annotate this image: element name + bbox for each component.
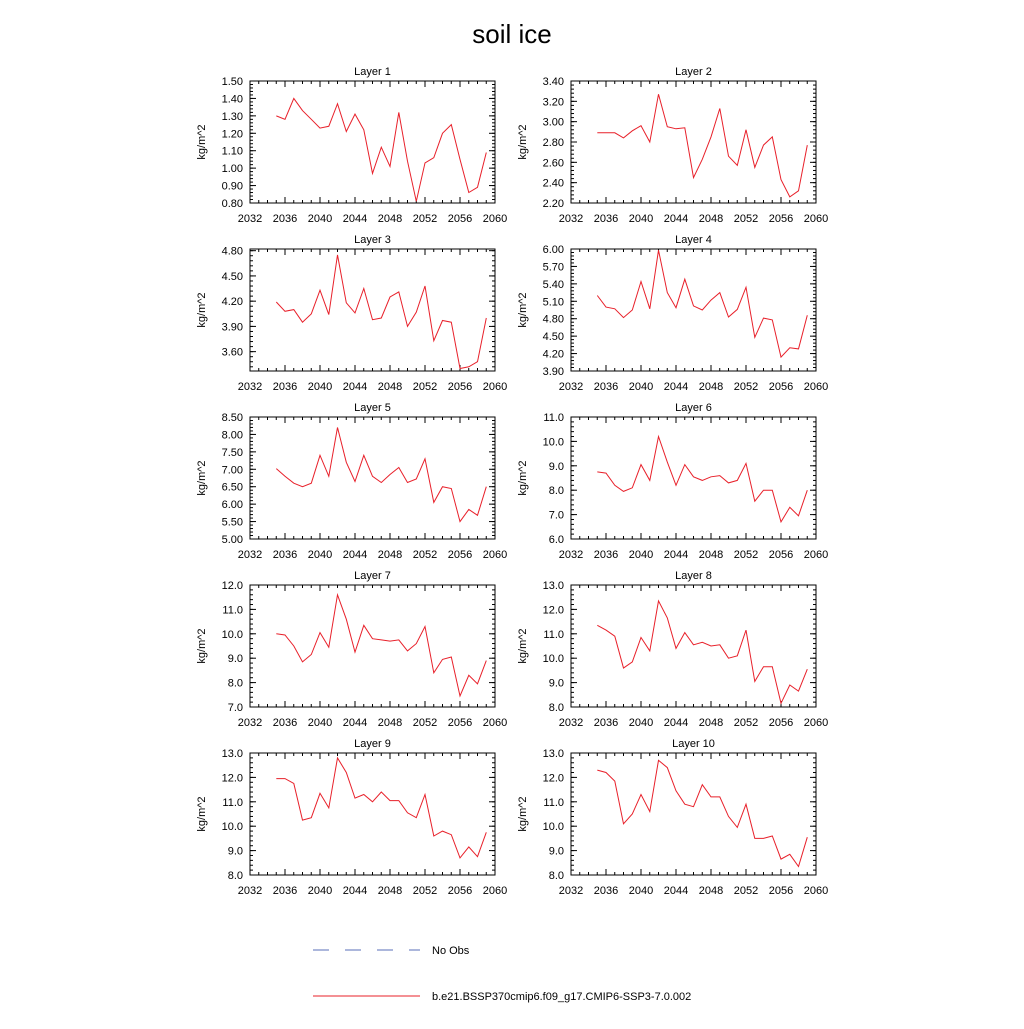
y-axis-label: kg/m^2 [517,628,529,664]
panel-layer-9 [196,738,507,897]
x-tick-label: 2052 [412,549,438,561]
x-tick-label: 2052 [412,213,438,225]
y-tick-label: 3.90 [542,366,564,378]
y-tick-label: 2.40 [542,177,564,190]
x-tick-label: 2044 [342,381,368,393]
x-tick-label: 2044 [342,213,368,225]
x-tick-label: 2048 [698,213,724,225]
y-tick-label: 3.60 [221,346,243,359]
x-tick-label: 2040 [628,549,654,561]
y-axis-label: kg/m^2 [196,796,208,832]
series-line-model [276,428,486,522]
y-tick-label: 8.0 [548,485,564,498]
x-tick-label: 2044 [663,549,689,561]
y-tick-label: 3.20 [542,96,564,109]
x-tick-label: 2048 [377,885,403,897]
y-tick-label: 10.0 [542,821,564,834]
x-tick-label: 2048 [377,213,403,225]
y-tick-label: 2.20 [542,198,564,210]
y-tick-label: 12.0 [221,772,243,785]
plot-frame [571,417,816,539]
x-tick-label: 2036 [272,885,298,897]
plot-frame [571,753,816,875]
x-tick-label: 2060 [803,885,829,897]
panel-title: Layer 1 [354,66,391,78]
x-tick-label: 2056 [447,213,473,225]
y-tick-label: 4.80 [221,245,243,258]
y-tick-label: 4.50 [542,331,564,344]
legend [313,945,691,1003]
x-tick-label: 2040 [628,213,654,225]
x-tick-label: 2040 [307,717,333,729]
x-tick-label: 2060 [803,381,829,393]
y-tick-label: 8.50 [221,412,243,424]
x-tick-label: 2056 [768,213,794,225]
panel-layer-3 [196,234,507,393]
x-tick-label: 2032 [558,885,584,897]
x-tick-label: 2056 [447,885,473,897]
y-tick-label: 3.90 [221,321,243,334]
legend-no-obs-label: No Obs [432,945,470,957]
y-tick-label: 5.70 [542,261,564,274]
y-tick-label: 0.90 [221,180,243,193]
x-tick-label: 2032 [237,885,263,897]
x-tick-label: 2056 [768,549,794,561]
x-tick-label: 2060 [803,717,829,729]
y-tick-label: 8.0 [227,677,243,690]
y-tick-label: 1.00 [221,163,243,176]
y-tick-label: 8.0 [227,870,243,882]
x-tick-label: 2052 [733,381,759,393]
panel-title: Layer 3 [354,234,391,246]
y-axis-label: kg/m^2 [196,124,208,160]
y-tick-label: 7.0 [548,509,564,522]
panel-title: Layer 6 [675,402,712,414]
y-tick-label: 1.30 [221,110,243,123]
panel-title: Layer 10 [672,738,715,750]
y-axis-label: kg/m^2 [517,124,529,160]
panel-layer-7 [196,570,507,729]
y-tick-label: 11.0 [222,604,243,617]
x-tick-label: 2040 [307,213,333,225]
x-tick-label: 2048 [698,885,724,897]
series-line-model [276,255,486,369]
panel-title: Layer 5 [354,402,391,414]
series-line-model [597,250,807,357]
x-tick-label: 2056 [447,381,473,393]
series-line-model [597,437,807,522]
y-tick-label: 0.80 [221,198,243,210]
x-tick-label: 2056 [768,885,794,897]
x-tick-label: 2036 [593,213,619,225]
y-tick-label: 12.0 [542,604,564,617]
panel-title: Layer 7 [354,570,391,582]
y-tick-label: 1.50 [221,76,243,88]
x-tick-label: 2036 [593,549,619,561]
x-tick-label: 2060 [482,717,508,729]
y-tick-label: 12.0 [542,772,564,785]
y-tick-label: 7.0 [227,702,243,714]
y-tick-label: 10.0 [542,436,564,449]
series-line-model [276,98,486,201]
panel-title: Layer 4 [675,234,712,246]
y-tick-label: 8.0 [548,702,564,714]
x-tick-label: 2048 [698,381,724,393]
series-line-model [276,758,486,858]
x-tick-label: 2036 [272,381,298,393]
x-tick-label: 2048 [698,549,724,561]
y-tick-label: 4.80 [542,313,564,326]
x-tick-label: 2056 [447,717,473,729]
x-tick-label: 2052 [733,885,759,897]
y-tick-label: 5.50 [221,516,243,529]
panel-layer-5 [196,402,507,561]
x-tick-label: 2052 [412,885,438,897]
x-tick-label: 2032 [558,213,584,225]
plot-frame [250,81,495,203]
x-tick-label: 2044 [342,549,368,561]
x-tick-label: 2048 [377,717,403,729]
y-tick-label: 6.0 [548,534,564,546]
y-tick-label: 10.0 [221,628,243,641]
y-tick-label: 2.60 [542,157,564,170]
x-tick-label: 2032 [237,717,263,729]
panel-grid [196,66,828,897]
legend-model-label: b.e21.BSSP370cmip6.f09_g17.CMIP6-SSP3-7.0.002 [432,991,692,1003]
panel-layer-8 [517,570,828,729]
x-tick-label: 2036 [272,717,298,729]
y-tick-label: 11.0 [543,412,564,424]
x-tick-label: 2032 [558,381,584,393]
y-tick-label: 9.0 [548,845,564,858]
x-tick-label: 2040 [628,717,654,729]
plot-frame [250,753,495,875]
y-tick-label: 10.0 [542,653,564,666]
y-axis-label: kg/m^2 [517,292,529,328]
x-tick-label: 2052 [733,549,759,561]
plot-frame [571,81,816,203]
x-tick-label: 2044 [663,213,689,225]
x-tick-label: 2036 [272,213,298,225]
x-tick-label: 2032 [237,381,263,393]
x-tick-label: 2048 [377,549,403,561]
x-tick-label: 2060 [482,381,508,393]
y-tick-label: 8.0 [548,870,564,882]
y-tick-label: 6.00 [542,244,564,256]
y-tick-label: 1.40 [221,93,243,106]
y-tick-label: 2.80 [542,137,564,149]
x-tick-label: 2060 [482,549,508,561]
y-tick-label: 9.0 [548,460,564,473]
panel-title: Layer 9 [354,738,391,750]
y-tick-label: 9.0 [227,653,243,666]
x-tick-label: 2044 [342,885,368,897]
x-tick-label: 2060 [482,885,508,897]
y-tick-label: 13.0 [221,748,243,760]
y-tick-label: 11.0 [543,796,564,809]
plot-frame [571,249,816,371]
x-tick-label: 2032 [237,549,263,561]
x-tick-label: 2056 [447,549,473,561]
x-tick-label: 2056 [768,717,794,729]
panel-title: Layer 8 [675,570,712,582]
y-axis-label: kg/m^2 [517,460,529,496]
y-tick-label: 13.0 [542,748,564,760]
y-tick-label: 13.0 [542,580,564,592]
y-tick-label: 6.50 [221,481,243,494]
y-tick-label: 3.40 [542,76,564,88]
x-tick-label: 2040 [628,885,654,897]
plot-frame [571,585,816,707]
series-line-model [597,94,807,197]
x-tick-label: 2036 [593,381,619,393]
x-tick-label: 2032 [558,549,584,561]
x-tick-label: 2060 [803,213,829,225]
y-tick-label: 8.00 [221,429,243,442]
x-tick-label: 2032 [237,213,263,225]
y-tick-label: 11.0 [222,796,243,809]
y-tick-label: 9.0 [548,677,564,690]
y-tick-label: 1.10 [221,145,243,158]
y-axis-label: kg/m^2 [517,796,529,832]
x-tick-label: 2052 [412,717,438,729]
x-tick-label: 2040 [307,381,333,393]
y-tick-label: 6.00 [221,499,243,512]
y-tick-label: 9.0 [227,845,243,858]
x-tick-label: 2052 [412,381,438,393]
y-tick-label: 1.20 [221,128,243,141]
x-tick-label: 2036 [593,717,619,729]
series-line-model [597,601,807,703]
y-tick-label: 7.00 [221,464,243,477]
figure-title: soil ice [472,19,552,49]
series-line-model [276,595,486,696]
y-tick-label: 7.50 [221,446,243,459]
x-tick-label: 2044 [663,381,689,393]
panel-layer-4 [517,234,828,393]
x-tick-label: 2052 [733,717,759,729]
y-tick-label: 4.50 [221,270,243,283]
y-axis-label: kg/m^2 [196,460,208,496]
panel-layer-6 [517,402,828,561]
y-tick-label: 4.20 [221,296,243,309]
panel-title: Layer 2 [675,66,712,78]
panel-layer-10 [517,738,828,897]
y-tick-label: 12.0 [221,580,243,592]
y-axis-label: kg/m^2 [196,292,208,328]
x-tick-label: 2044 [663,885,689,897]
y-axis-label: kg/m^2 [196,628,208,664]
y-tick-label: 5.10 [542,296,564,309]
x-tick-label: 2044 [663,717,689,729]
x-tick-label: 2052 [733,213,759,225]
series-line-model [597,760,807,866]
y-tick-label: 10.0 [221,821,243,834]
plot-frame [250,249,495,371]
x-tick-label: 2048 [698,717,724,729]
y-tick-label: 5.00 [221,534,243,546]
x-tick-label: 2044 [342,717,368,729]
y-tick-label: 11.0 [543,628,564,641]
x-tick-label: 2036 [593,885,619,897]
x-tick-label: 2032 [558,717,584,729]
x-tick-label: 2040 [307,885,333,897]
x-tick-label: 2060 [803,549,829,561]
y-tick-label: 4.20 [542,348,564,361]
x-tick-label: 2036 [272,549,298,561]
x-tick-label: 2040 [628,381,654,393]
panel-layer-1 [196,66,507,225]
x-tick-label: 2040 [307,549,333,561]
x-tick-label: 2056 [768,381,794,393]
x-tick-label: 2060 [482,213,508,225]
x-tick-label: 2048 [377,381,403,393]
panel-layer-2 [517,66,828,225]
y-tick-label: 3.00 [542,116,564,129]
y-tick-label: 5.40 [542,278,564,291]
